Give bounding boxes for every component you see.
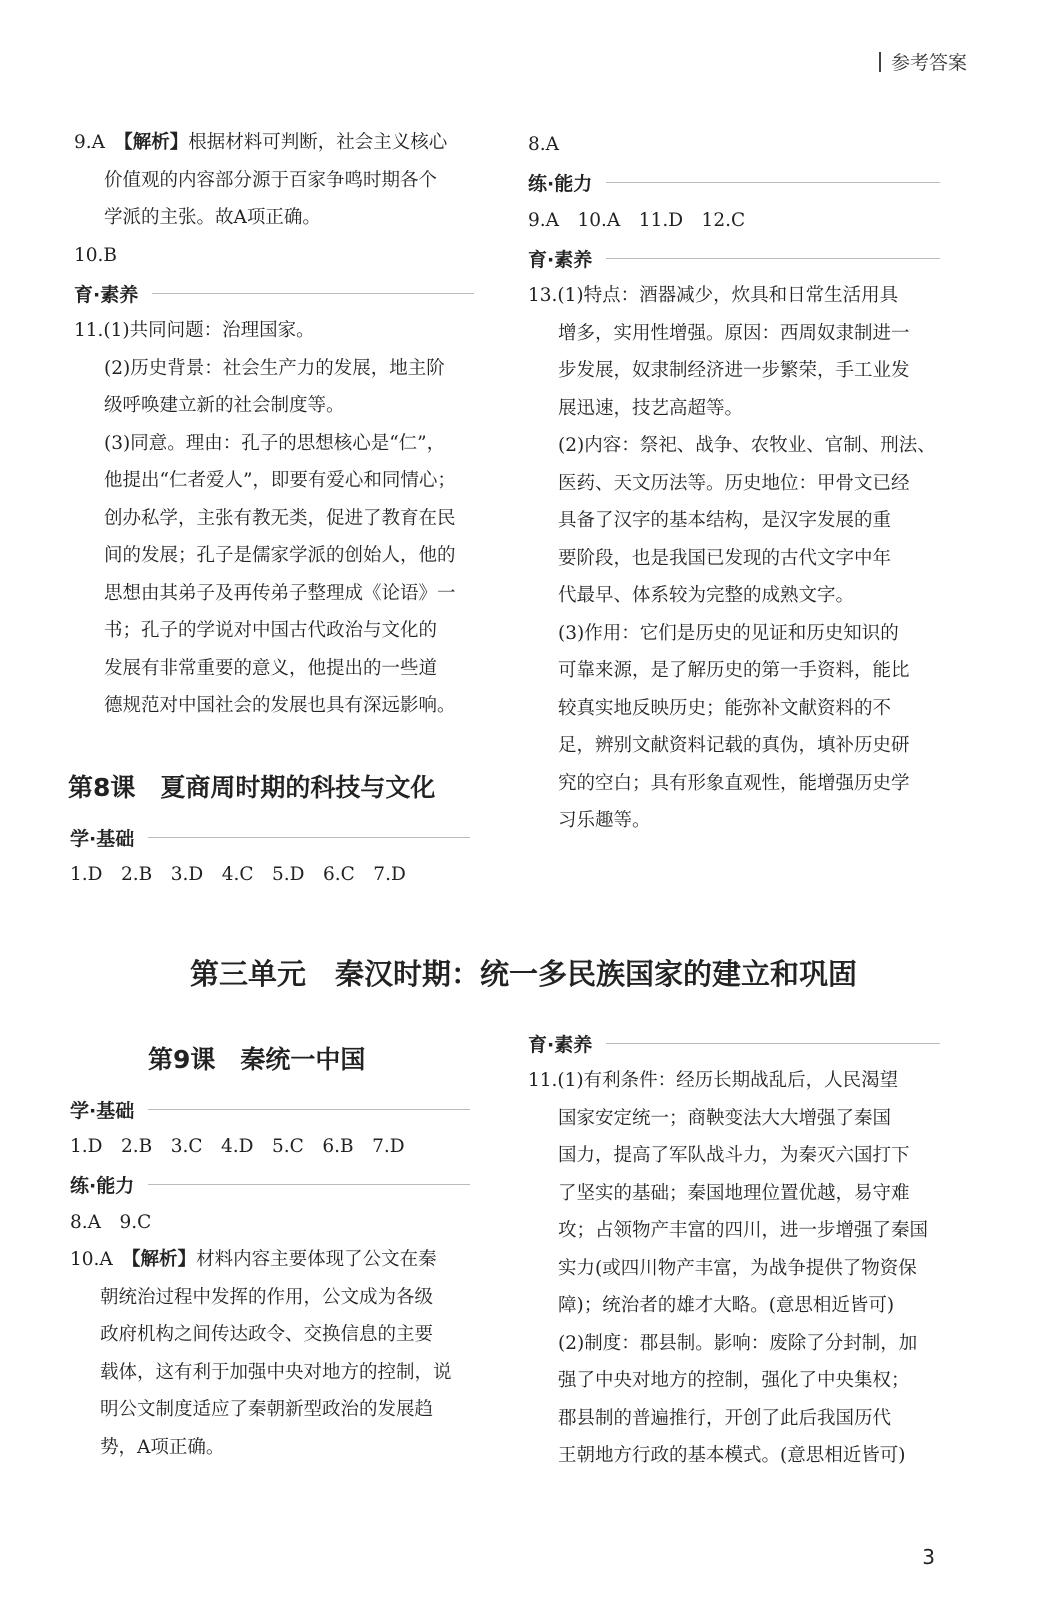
section-rule bbox=[606, 1043, 940, 1044]
section-rule bbox=[148, 1109, 470, 1110]
basic-answers: 1.D 2.B 3.C 4.D 5.C 6.B 7.D bbox=[70, 1136, 405, 1157]
unit-title: 第三单元 秦汉时期：统一多民族国家的建立和巩固 bbox=[189, 957, 857, 991]
answer-11-line: 了坚实的基础；秦国地理位置优越，易守难 bbox=[558, 1182, 910, 1204]
section-title: 育·素养 bbox=[74, 283, 139, 306]
section-yu-suyang bbox=[528, 1024, 940, 1062]
page-header bbox=[879, 48, 967, 75]
answer-13-line: 具备了汉字的基本结构，是汉字发展的重 bbox=[558, 510, 892, 531]
section-title: 练·能力 bbox=[70, 1175, 135, 1197]
answer-11-line: 他提出“仁者爱人”，即要有爱心和同情心； bbox=[104, 470, 456, 491]
section-rule bbox=[148, 1184, 470, 1185]
answer-13-line: 代最早、体系较为完整的成熟文字。 bbox=[558, 585, 855, 606]
answer-9-prefix: 9.A bbox=[74, 132, 124, 153]
answer-10-line: 势，A项正确。 bbox=[100, 1436, 225, 1458]
answer-9 bbox=[74, 124, 474, 162]
section-rule bbox=[606, 182, 940, 183]
answer-9-line: 价值观的内容部分源于百家争鸣时期各个 bbox=[104, 169, 438, 191]
answer-11-line: 郡县制的普遍推行，开创了此后我国历代 bbox=[558, 1407, 892, 1429]
answer-11-line: 国家安定统一；商鞅变法大大增强了秦国 bbox=[558, 1107, 892, 1129]
answer-9-line: 根据材料可判断，社会主义核心 bbox=[188, 132, 448, 153]
section-rule bbox=[606, 258, 940, 259]
answer-13-line: 要阶段，也是我国已发现的古代文字中年 bbox=[558, 547, 892, 569]
section-xue-jichu bbox=[70, 818, 470, 856]
answer-13-line: 医药、天文历法等。历史地位：甲骨文已经 bbox=[558, 472, 910, 494]
section-title: 学·基础 bbox=[70, 1099, 135, 1122]
answer-13-line: 究的空白；具有形象直观性，能增强历史学 bbox=[558, 772, 910, 794]
ability-answers: 8.A 9.C bbox=[70, 1211, 152, 1233]
section-rule bbox=[152, 293, 474, 294]
section-yu-suyang bbox=[74, 274, 474, 312]
section-title: 育·素养 bbox=[528, 248, 593, 271]
answer-9-line: 学派的主张。故A项正确。 bbox=[104, 207, 321, 228]
lesson-8-title: 第8课 夏商周时期的科技与文化 bbox=[68, 773, 436, 802]
answer-13-line: 足，辨别文献资料记载的真伪，填补历史研 bbox=[558, 735, 910, 756]
bottom-right-column bbox=[528, 1024, 940, 1475]
answer-10 bbox=[70, 1241, 470, 1279]
answer-13-line: 较真实地反映历史；能弥补文献资料的不 bbox=[558, 697, 892, 719]
answer-11-line: 思想由其弟子及再传弟子整理成《论语》一 bbox=[104, 582, 456, 604]
header-label: 参考答案 bbox=[890, 52, 967, 74]
answer-10-line: 朝统治过程中发挥的作用，公文成为各级 bbox=[100, 1286, 434, 1308]
answer-11-line: (2)历史背景：社会生产力的发展，地主阶 bbox=[104, 357, 445, 379]
section-lian-nengli bbox=[70, 1166, 470, 1204]
answer-13-line: 展迅速，技艺高超等。 bbox=[558, 397, 744, 419]
answer-10-line: 材料内容主要体现了公文在秦 bbox=[196, 1249, 437, 1270]
answer-11-line: (2)制度：郡县制。影响：废除了分封制，加 bbox=[558, 1332, 918, 1354]
section-title: 育·素养 bbox=[528, 1033, 593, 1056]
answer-13-line: 增多，实用性增强。原因：西周奴隶制进一 bbox=[558, 322, 910, 344]
answer-11-line: (3)同意。理由：孔子的思想核心是“仁”， bbox=[104, 432, 446, 454]
answer-10-line: 载体，这有利于加强中央对地方的控制，说 bbox=[100, 1361, 452, 1383]
answer-13-line: 可靠来源，是了解历史的第一手资料，能比 bbox=[558, 660, 910, 681]
answer-13-line: (3)作用：它们是历史的见证和历史知识的 bbox=[558, 622, 899, 644]
section-yu-suyang bbox=[528, 239, 940, 277]
answer-10-prefix: 10.A bbox=[70, 1249, 132, 1270]
section-lian-nengli bbox=[528, 164, 940, 202]
answer-10: 10.B bbox=[74, 244, 118, 266]
answer-13-line: 习乐趣等。 bbox=[558, 810, 651, 831]
ability-answers: 9.A 10.A 11.D 12.C bbox=[528, 209, 746, 231]
answer-11-line: 书；孔子的学说对中国古代政治与文化的 bbox=[104, 620, 438, 641]
answer-11-line: 创办私学，主张有教无类，促进了教育在民 bbox=[104, 507, 456, 529]
section-xue-jichu bbox=[70, 1090, 470, 1128]
answer-11-line: 11.(1)共同问题：治理国家。 bbox=[74, 320, 315, 341]
analysis-tag: 【解析】 bbox=[123, 132, 189, 153]
basic-answers: 1.D 2.B 3.D 4.C 5.D 6.C 7.D bbox=[70, 864, 406, 885]
answer-11-line: 强了中央对地方的控制，强化了中央集权； bbox=[558, 1370, 910, 1391]
answer-13-line: 步发展，奴隶制经济进一步繁荣，手工业发 bbox=[558, 360, 910, 381]
header-divider bbox=[879, 52, 881, 72]
answer-10-line: 明公文制度适应了秦朝新型政治的发展趋 bbox=[100, 1399, 434, 1420]
answer-11-line: 间的发展；孔子是儒家学派的创始人，他的 bbox=[104, 545, 456, 566]
answer-11-line: 王朝地方行政的基本模式。(意思相近皆可) bbox=[558, 1445, 906, 1466]
answer-11-line: 发展有非常重要的意义，他提出的一些道 bbox=[104, 657, 438, 679]
answer-11-line: 攻；占领物产丰富的四川，进一步增强了秦国 bbox=[558, 1220, 929, 1241]
top-right-column bbox=[528, 126, 940, 840]
bottom-left-column bbox=[70, 1090, 470, 1466]
lesson-8-basic bbox=[70, 818, 470, 894]
answer-13-line: (2)内容：祭祀、战争、农牧业、官制、刑法、 bbox=[558, 435, 936, 456]
answer-13-line: 13.(1)特点：酒器减少，炊具和日常生活用具 bbox=[528, 285, 899, 306]
answer-11-line: 国力，提高了军队战斗力，为秦灭六国打下 bbox=[558, 1145, 910, 1166]
answer-11-line: 障)；统治者的雄才大略。(意思相近皆可) bbox=[558, 1295, 895, 1316]
page-number: 3 bbox=[922, 1545, 935, 1569]
section-title: 练·能力 bbox=[528, 173, 593, 195]
section-title: 学·基础 bbox=[70, 827, 135, 850]
top-left-column bbox=[74, 124, 474, 725]
analysis-tag: 【解析】 bbox=[131, 1249, 197, 1270]
answer-8: 8.A bbox=[528, 134, 560, 155]
answer-10-line: 政府机构之间传达政令、交换信息的主要 bbox=[100, 1324, 434, 1345]
answer-11-line: 实力(或四川物产丰富，为战争提供了物资保 bbox=[558, 1257, 917, 1279]
lesson-9-title: 第9课 秦统一中国 bbox=[148, 1045, 366, 1074]
answer-11-line: 11.(1)有利条件：经历长期战乱后，人民渴望 bbox=[528, 1070, 899, 1091]
answer-11-line: 级呼唤建立新的社会制度等。 bbox=[104, 395, 345, 416]
section-rule bbox=[148, 837, 470, 838]
answer-11-line: 德规范对中国社会的发展也具有深远影响。 bbox=[104, 695, 456, 716]
